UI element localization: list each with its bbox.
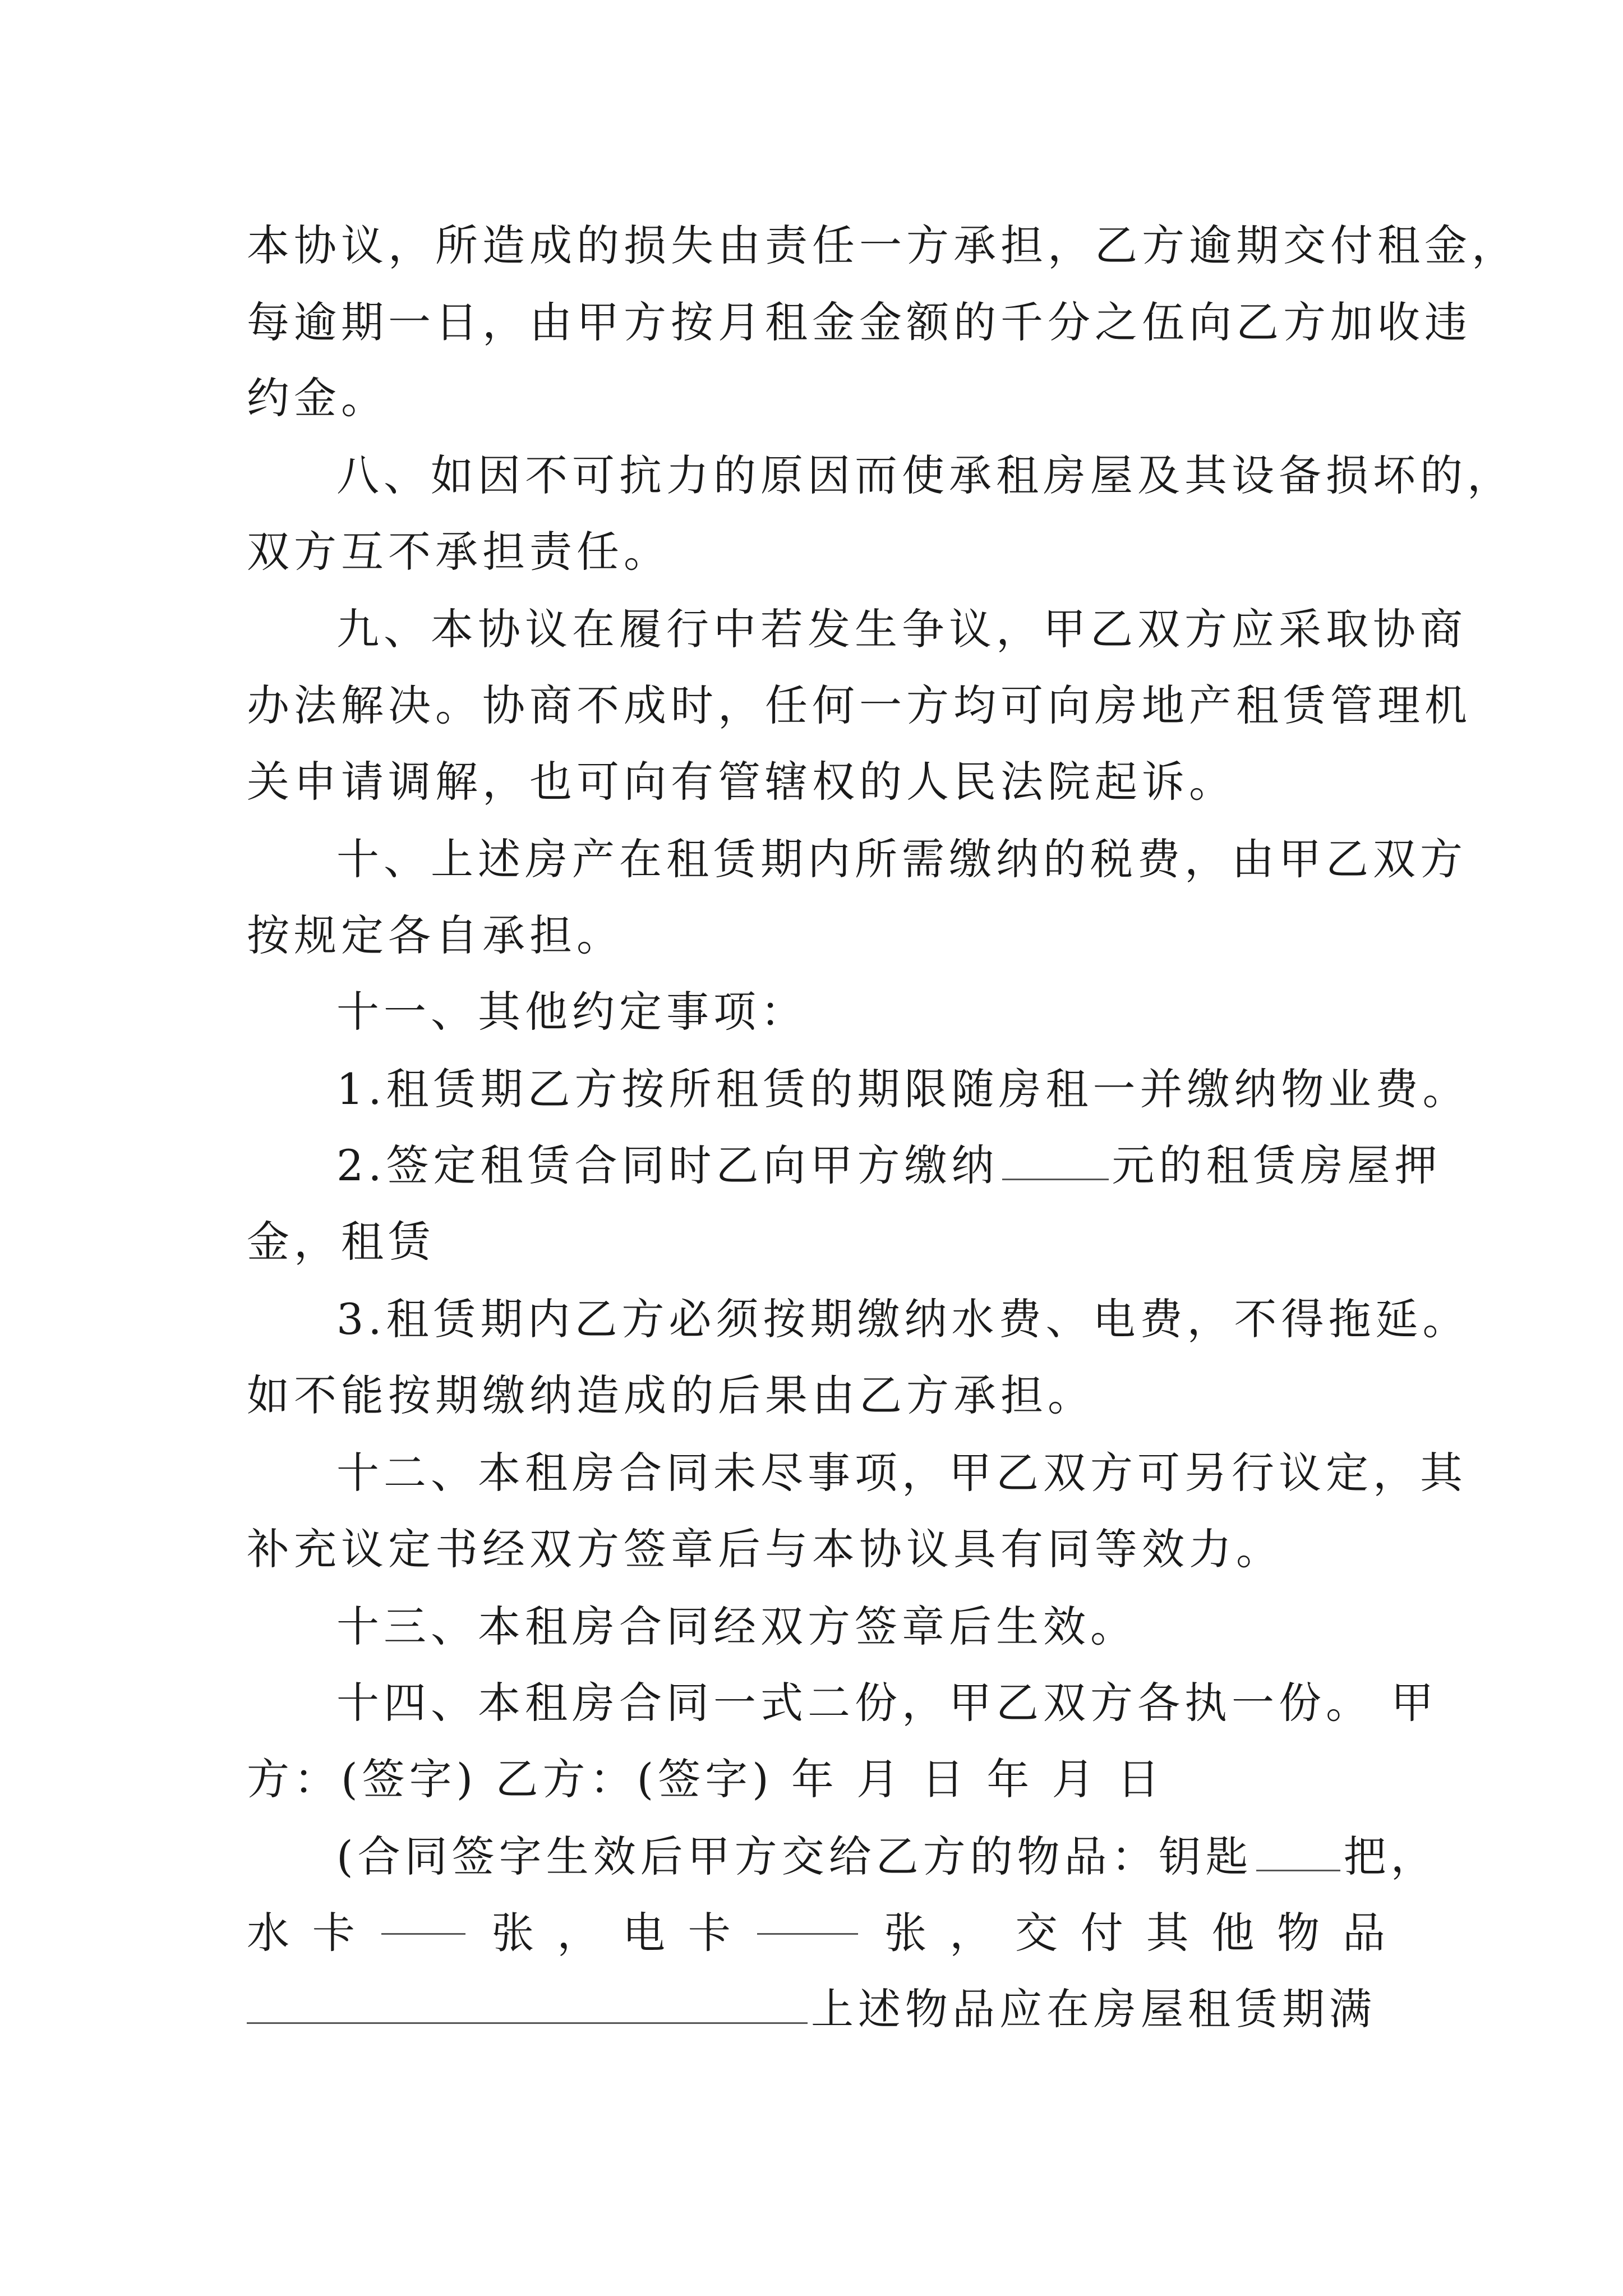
paragraph-12-line: 十二、本租房合同未尽事项，甲乙双方可另行议定，其 (336, 1448, 1467, 1498)
text-char: 张 (491, 1908, 534, 1958)
text-line: 双方互不承担责任。 (247, 527, 671, 577)
handover-items-line (336, 1818, 1438, 1896)
text-line: 如不能按期缴纳造成的后果由乙方承担。 (247, 1370, 1095, 1420)
key-count-blank (1256, 1830, 1340, 1871)
text-char: 品 (1342, 1908, 1385, 1958)
signature-line: 方：(签字) 乙方：(签字) 年 月 日 年 月 日 (247, 1754, 1164, 1804)
other-items-line (247, 1970, 1385, 2049)
water-card-count-blank (381, 1894, 465, 1935)
item-2-line (336, 1126, 1442, 1205)
text-line: 关申请调解，也可向有管辖权的人民法院起诉。 (247, 757, 1236, 807)
paragraph-9-line: 九、本协议在履行中若发生争议，甲乙双方应采取协商 (336, 604, 1467, 654)
text-char: ， (557, 1908, 600, 1958)
cards-line (247, 1894, 1385, 1972)
text-char: 张 (884, 1908, 927, 1958)
electric-card-count-blank (757, 1894, 858, 1935)
text-line: 办法解决。协商不成时，任何一方均可向房地产租赁管理机 (247, 680, 1472, 730)
text-char: ， (949, 1908, 993, 1958)
item-1-line: 1.租赁期乙方按所租赁的期限随房租一并缴纳物业费。 (336, 1064, 1470, 1114)
text-char: 他 (1211, 1908, 1255, 1958)
text-char: 卡 (312, 1908, 355, 1958)
text-char: 水 (247, 1908, 289, 1958)
text-char: 付 (1080, 1908, 1123, 1958)
other-items-blank (247, 1983, 808, 2024)
paragraph-14-line: 十四、本租房合同一式二份，甲乙双方各执一份。 甲 (336, 1678, 1438, 1728)
text-line: 约金。 (247, 373, 388, 423)
handover-text-end: 把， (1343, 1832, 1438, 1881)
text-line: 按规定各自承担。 (247, 910, 624, 960)
text-line: 每逾期一日，由甲方按月租金金额的千分之伍向乙方加收违 (247, 297, 1472, 347)
text-char: 交 (1015, 1908, 1058, 1958)
other-items-text: 上述物品应在房屋租赁期满 (811, 1984, 1376, 2034)
paragraph-11-heading: 十一、其他约定事项： (336, 987, 808, 1037)
text-line: 本协议，所造成的损失由责任一方承担，乙方逾期交付租金， (247, 220, 1519, 270)
paragraph-10-line: 十、上述房产在租赁期内所需缴纳的税费，由甲乙双方 (336, 834, 1467, 884)
text-char: 卡 (688, 1908, 731, 1958)
paragraph-13-line: 十三、本租房合同经双方签章后生效。 (336, 1602, 1137, 1651)
deposit-amount-blank (1002, 1139, 1109, 1180)
item-2-text-end: 元的租赁房屋押 (1112, 1140, 1442, 1190)
item-2-text-start: 2.签定租赁合同时乙向甲方缴纳 (336, 1140, 999, 1190)
handover-text-start: (合同签字生效后甲方交给乙方的物品：钥匙 (336, 1832, 1253, 1881)
text-line: 补充议定书经双方签章后与本协议具有同等效力。 (247, 1524, 1283, 1574)
item-3-line: 3.租赁期内乙方必须按期缴纳水费、电费，不得拖延。 (336, 1294, 1470, 1344)
paragraph-8-line: 八、如因不可抗力的原因而使承租房屋及其设备损坏的， (336, 450, 1514, 500)
text-char: 物 (1277, 1908, 1320, 1958)
text-char: 其 (1146, 1908, 1189, 1958)
text-line: 金，租赁 (247, 1217, 435, 1267)
text-char: 电 (622, 1908, 665, 1958)
